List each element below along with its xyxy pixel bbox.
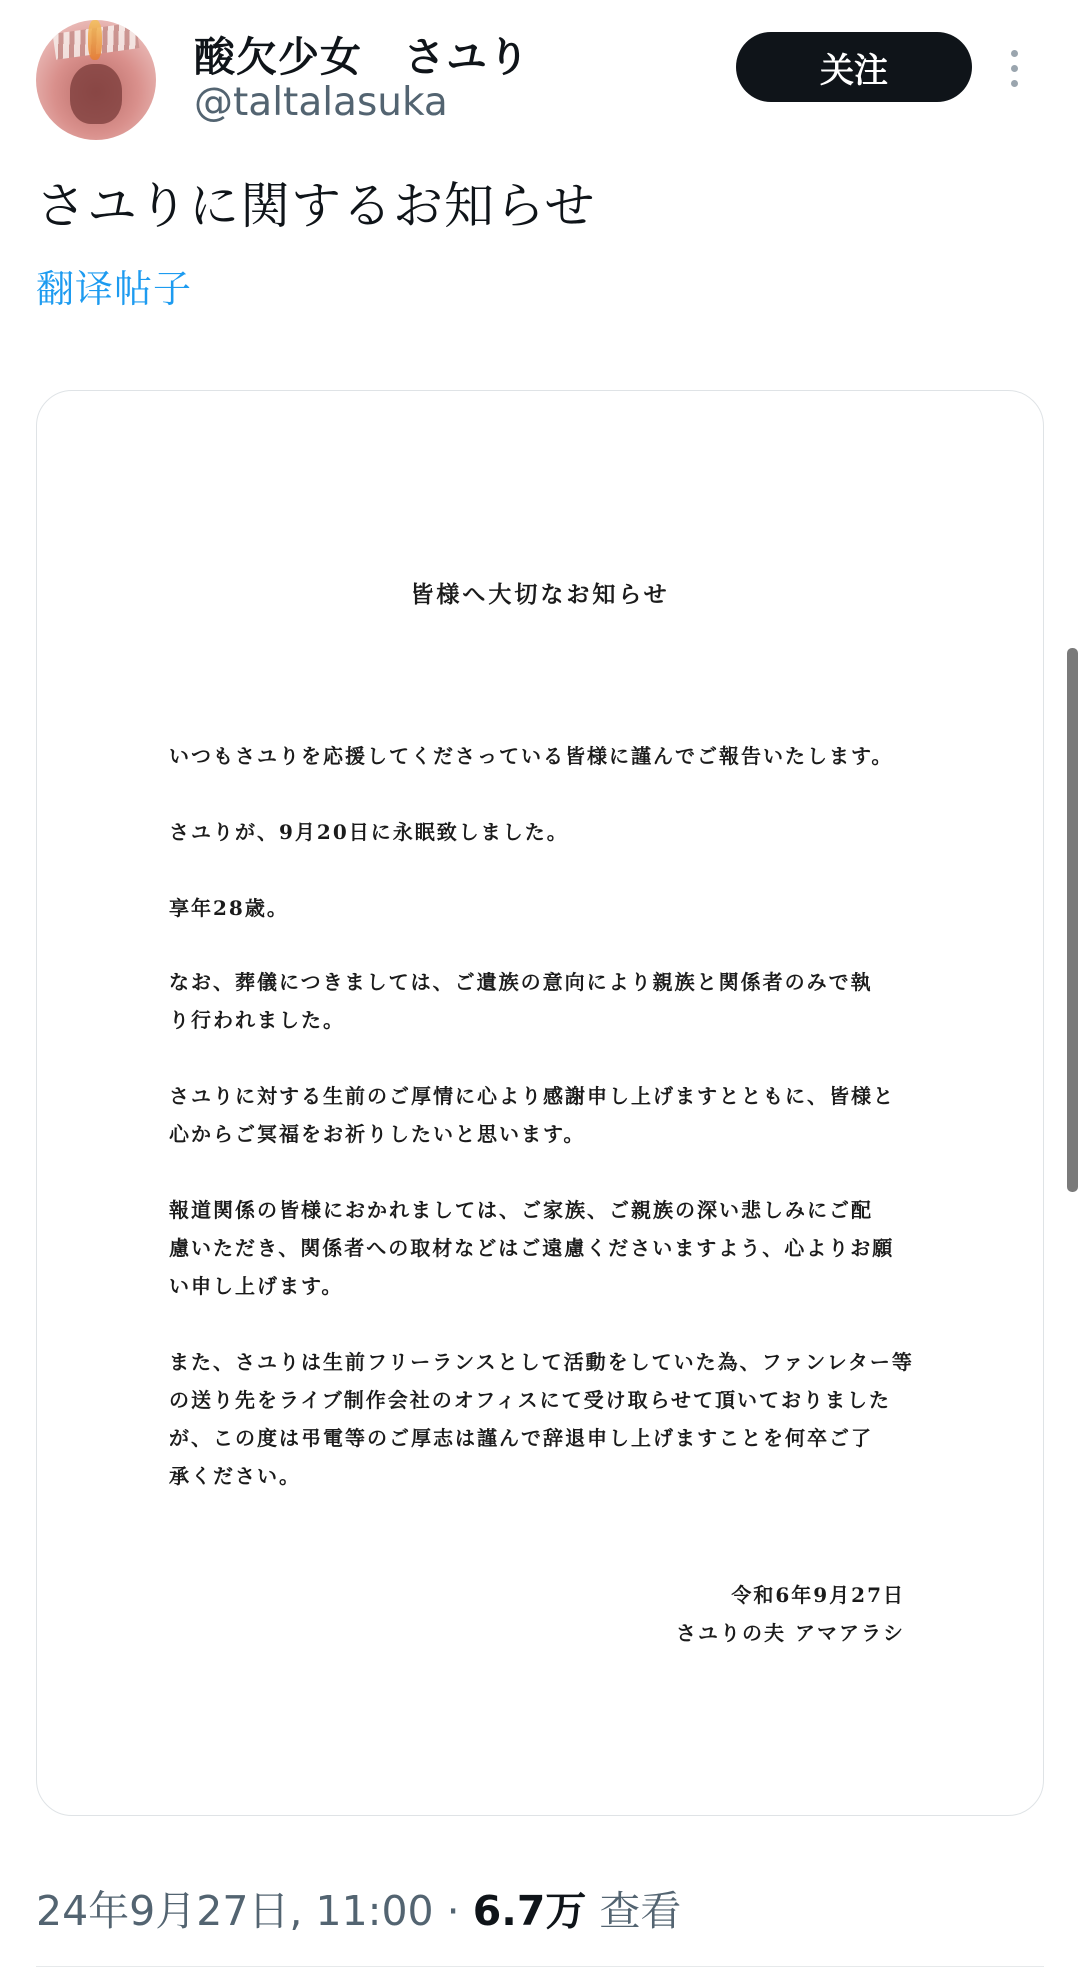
scrollbar[interactable]: [1067, 648, 1078, 1192]
document-paragraph: 報道関係の皆様におかれましては、ご家族、ご親族の深い悲しみにご配 慮いただき、関係者への取材などはご遠慮くださいますよう、心よりお願 い申し上げます。: [169, 1198, 895, 1298]
post-text: さユりに関するお知らせ: [36, 177, 596, 235]
document-paragraph: いつもさユりを応援してくださっている皆様に謹んでご報告いたします。: [169, 744, 894, 768]
avatar-image-detail: [70, 64, 122, 124]
announcement-document: [37, 391, 1043, 1815]
document-paragraph: さユりに対する生前のご厚情に心より感謝申し上げますとともに、皆様と 心からご冥福をお祈りしたいと思います。: [169, 1084, 895, 1146]
post-datetime[interactable]: 24年9月27日, 11:00 ·: [36, 1887, 473, 1935]
view-label: 查看: [586, 1887, 682, 1935]
more-vertical-icon: [1011, 65, 1018, 72]
document-paragraph: また、さユりは生前フリーランスとして活動をしていた為、ファンレター等 の送り先をライブ制作会社のオフィスにて受け取らせて頂いておりました が、この度は弔電等のご厚志は謹んで辞退申し上げますことを何卒ご了 承ください。: [169, 1350, 914, 1488]
post-header: [36, 20, 1044, 142]
document-signature: さユりの夫 アマアラシ: [676, 1621, 905, 1645]
document-title: 皆様へ大切なお知らせ: [410, 581, 670, 608]
avatar[interactable]: [36, 20, 156, 140]
more-options-button[interactable]: [994, 38, 1034, 98]
document-paragraph: 享年28歳。: [169, 896, 289, 920]
document-paragraph: さユりが、9月20日に永眠致しました。: [169, 820, 569, 844]
post-timestamp: [36, 1878, 681, 1937]
view-count: 6.7万: [472, 1887, 587, 1935]
translate-post-link[interactable]: 翻译帖子: [36, 267, 193, 311]
divider: [36, 1966, 1044, 1967]
author-handle[interactable]: @taltalasuka: [194, 80, 448, 125]
avatar-image-detail: [88, 20, 102, 60]
document-paragraph: なお、葬儀につきましては、ご遺族の意向により親族と関係者のみで執 り行われました。: [169, 970, 873, 1032]
more-vertical-icon: [1011, 50, 1018, 57]
follow-button[interactable]: 关注: [736, 32, 972, 102]
more-vertical-icon: [1011, 80, 1018, 87]
document-date: 令和6年9月27日: [731, 1583, 905, 1607]
author-display-name[interactable]: 酸欠少女 さユり: [194, 33, 530, 81]
attached-image-card[interactable]: [36, 390, 1044, 1816]
